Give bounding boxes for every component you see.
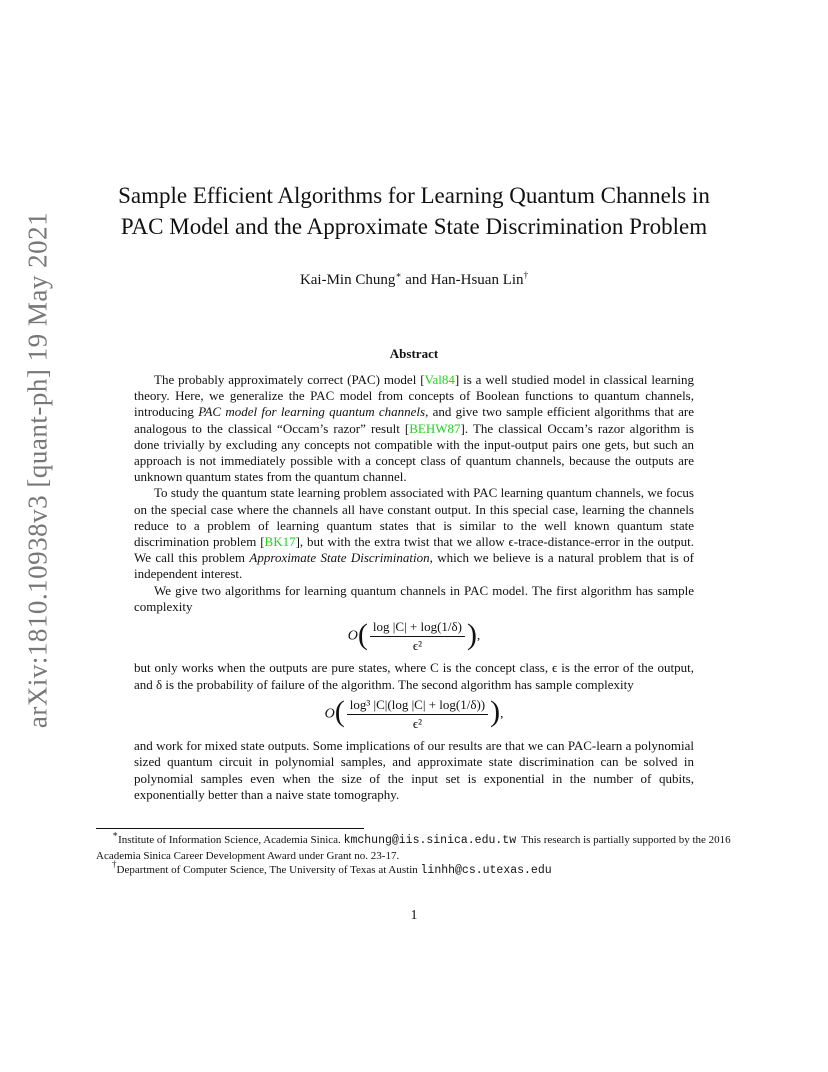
- title-line-1: Sample Efficient Algorithms for Learning Quantum Channels in: [118, 183, 710, 208]
- footnote-marker: †: [112, 859, 117, 869]
- footnote-affiliation-2: [96, 859, 732, 879]
- fraction-denominator: ϵ²: [412, 638, 423, 654]
- text-run: Department of Computer Science, The University of Texas at Austin: [116, 864, 421, 876]
- footnote-divider: [96, 828, 364, 829]
- equation-sample-complexity-pure: O( $\frac{\log |C| + \log(1/\delta)}{\text{ϵ²}}$ ),: [347, 617, 481, 654]
- author-list: [0, 272, 828, 289]
- abstract-paragraph: [134, 372, 694, 485]
- text-run: ] is a well studied model in classical learning theory. Here, we generalize the PAC model from concepts of Boolean functions to quantum channels, introducing: [134, 372, 694, 420]
- text-run: and work for mixed state outputs. Some implications of our results are that we can PAC-learn a polynomial sized quantum circuit in polynomial samples, and approximate state discrimination can be solved in polynomial samples even when the size of the input set is exponential in the number of qubits, exponentially better than a naive state tomography.: [134, 738, 694, 802]
- text-run: We give two algorithms for learning quantum channels in PAC model. The first algorithm has sample complexity: [134, 582, 694, 614]
- title-line-2: PAC Model and the Approximate State Discrimination Problem: [120, 214, 708, 239]
- abstract-paragraph: [134, 738, 694, 803]
- author-name: Kai-Min Chung: [299, 272, 396, 288]
- emphasis-text: PAC model for learning quantum channels: [198, 404, 426, 420]
- fraction-numerator: log |C| + log(1/δ): [370, 619, 465, 637]
- text-run: ], but with the extra twist that we allow ϵ-trace-distance-error in the output. We call this problem: [134, 534, 694, 566]
- abstract-body: [134, 372, 694, 803]
- email-address[interactable]: linhh@cs.utexas.edu: [420, 864, 552, 877]
- text-run: ]. The classical Occam’s razor algorithm is done trivially by excluding any concepts not compatible with the input-output pairs one gets, but such an approach is not immediately possible with a concept class of quantum channels, because the outputs are unknown quantum states from the quantum channel.: [134, 420, 694, 485]
- fraction-numerator: log³ |C|(log |C| + log(1/δ)): [347, 697, 488, 715]
- text-run: This research is partially supported by the 2016 Academia Sinica Career Development Award under Grant no. 23-17.: [96, 834, 733, 862]
- text-run: To study the quantum state learning problem associated with PAC learning quantum channels, we focus on the special case where the channels all have constant output. In this special case, learning the channels reduce to a problem of learning quantum states that is similar to the well known quantum state discrimination problem [: [134, 485, 694, 550]
- abstract-heading: Abstract: [389, 346, 439, 361]
- fraction-denominator: ϵ²: [412, 716, 423, 732]
- arxiv-identifier-text: arXiv:1810.10938v3 [quant-ph] 19 May 2021: [22, 211, 53, 729]
- email-address[interactable]: kmchung@iis.sinica.edu.tw: [343, 834, 517, 847]
- big-o-symbol: O: [347, 628, 358, 644]
- equation-punctuation: ,: [476, 627, 481, 643]
- citation-link[interactable]: BEHW87: [409, 420, 461, 436]
- text-run: The probably approximately correct (PAC) model [: [154, 372, 425, 387]
- text-run: , and give two sample efficient algorithms that are analogous to the classical “Occam’s razor” result [: [134, 404, 694, 436]
- footnote-marker: ∗: [112, 829, 119, 839]
- big-o-symbol: O: [324, 706, 335, 722]
- equation-sample-complexity-mixed: O( $\frac{\text{log³ |C|(log |C| + log(1/δ))}}{\text{ϵ²}}$ ),: [324, 695, 504, 732]
- emphasis-text: Approximate State Discrimination: [249, 550, 430, 566]
- abstract-paragraph: [134, 485, 694, 582]
- text-run: but only works when the outputs are pure states, where C is the concept class, ϵ is the error of the output, and δ is the probability of failure of the algorithm. The second algorithm has sample complexity: [134, 660, 694, 692]
- page-number: 1: [410, 908, 418, 923]
- footnote-marker: ∗: [395, 270, 402, 280]
- footnote-affiliation-1: [96, 829, 733, 863]
- author-separator: and: [401, 272, 431, 288]
- text-run: , which we believe is a natural problem that is of independent interest.: [134, 550, 695, 582]
- abstract-paragraph: [134, 660, 694, 692]
- equation-punctuation: ,: [500, 705, 504, 721]
- citation-link[interactable]: Val84: [424, 372, 455, 387]
- fraction: [347, 697, 488, 732]
- footnote-marker: †: [523, 270, 529, 280]
- text-run: Institute of Information Science, Academia Sinica.: [118, 834, 344, 846]
- fraction: [370, 619, 465, 654]
- abstract-paragraph: [134, 583, 694, 615]
- footnotes: [96, 829, 733, 879]
- citation-link[interactable]: BK17: [264, 534, 296, 550]
- author-name: Han-Hsuan Lin: [430, 272, 524, 288]
- paper-title: [60, 180, 768, 242]
